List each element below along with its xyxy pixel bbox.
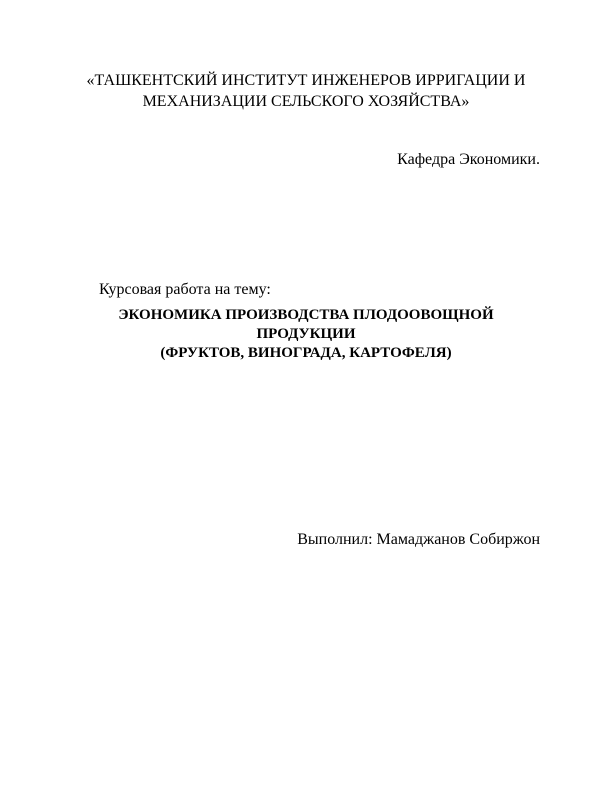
institute-name-line-2: МЕХАНИЗАЦИИ СЕЛЬСКОГО ХОЗЯЙСТВА» [142,93,470,110]
coursework-label: Курсовая работа на тему: [99,281,271,298]
institute-name [72,70,540,112]
department-name: Кафедра Экономики. [397,151,540,168]
institute-name-line-1: «ТАШКЕНТСКИЙ ИНСТИТУТ ИНЖЕНЕРОВ ИРРИГАЦИИ И [86,72,526,89]
topic-line-3: (ФРУКТОВ, ВИНОГРАДА, КАРТОФЕЛЯ) [160,345,452,361]
topic-line-1: ЭКОНОМИКА ПРОИЗВОДСТВА ПЛОДООВОЩНОЙ [118,307,494,323]
coursework-topic [72,306,540,363]
author-line: Выполнил: Мамаджанов Собиржон [297,531,540,548]
topic-line-2: ПРОДУКЦИИ [256,326,356,342]
